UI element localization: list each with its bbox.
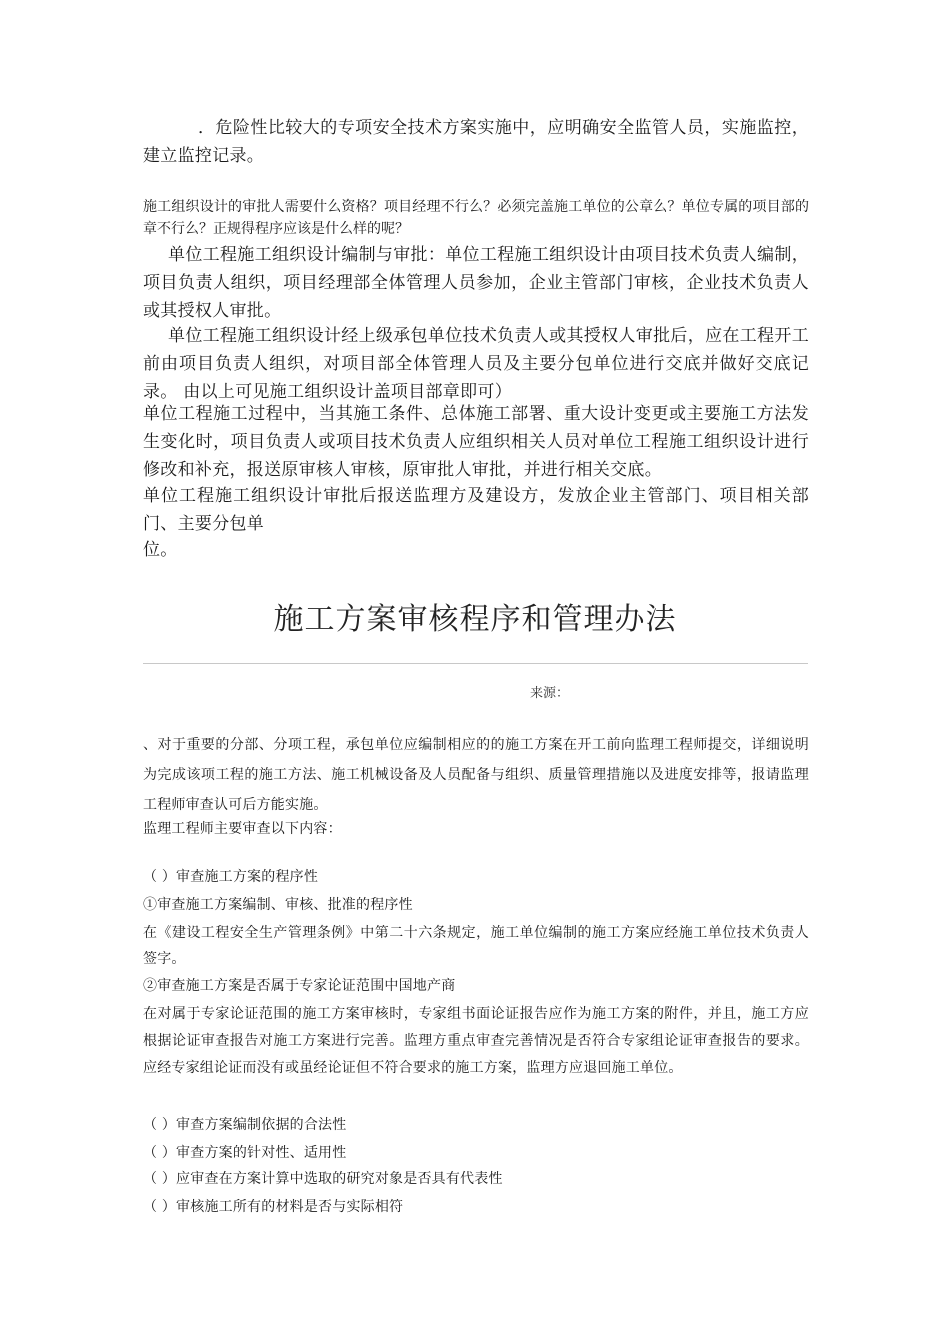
answer-paragraph-4: 单位工程施工组织设计审批后报送监理方及建设方，发放企业主管部门、项目相关部门、主要分包单: [143, 486, 809, 534]
item-applicability: （ ）审查方案的针对性、适用性: [143, 1145, 347, 1161]
answer-paragraph-4-tail: 位。: [143, 540, 178, 560]
sub-item-1: ①审查施工方案编制、审核、批准的程序性: [143, 897, 413, 913]
review-lead: 监理工程师主要审查以下内容：: [143, 821, 342, 837]
item-materials: （ ）审核施工所有的材料是否与实际相符: [143, 1199, 404, 1215]
source-label: 来源：: [530, 686, 570, 701]
item-representative: （ ）应审查在方案计算中选取的研究对象是否具有代表性: [143, 1171, 503, 1187]
answer-paragraph-1: 单位工程施工组织设计编制与审批：单位工程施工组织设计由项目技术负责人编制，项目负责人组织，项目经理部全体管理人员参加，企业主管部门审核，企业技术负责人或其授权人审批。: [143, 245, 809, 321]
item-legality: （ ）审查方案编制依据的合法性: [143, 1117, 347, 1133]
sub-item-2: ②审查施工方案是否属于专家论证范围中国地产商: [143, 978, 456, 994]
intro-paragraph: 、对于重要的分部、分项工程，承包单位应编制相应的的施工方案在开工前向监理工程师提交，详细说明为完成该项工程的施工方法、施工机械设备及人员配备与组织、质量管理措施以及进度安排等，报请监理工程师审查认可后方能实施。: [143, 737, 809, 813]
answer-paragraph-2: 单位工程施工组织设计经上级承包单位技术负责人或其授权人审批后，应在工程开工前由项目负责人组织，对项目部全体管理人员及主要分包单位进行交底并做好交底记录。 由以上可见施工组织设计盖项目部章即可）: [143, 326, 809, 402]
sub-item-1-text: 在《建设工程安全生产管理条例》中第二十六条规定，施工单位编制的施工方案应经施工单位技术负责人签字。: [143, 925, 809, 967]
safety-monitoring-item: ．危险性比较大的专项安全技术方案实施中，应明确安全监管人员，实施监控，建立监控记录。: [143, 118, 809, 166]
article-title: 施工方案审核程序和管理办法: [273, 602, 677, 637]
question-paragraph: 施工组织设计的审批人需要什么资格？项目经理不行么？必须完盖施工单位的公章么？单位专属的项目部的章不行么？正规得程序应该是什么样的呢？: [143, 199, 809, 237]
sub-item-2-text: 在对属于专家论证范围的施工方案审核时，专家组书面论证报告应作为施工方案的附件，并且，施工方应根据论证审查报告对施工方案进行完善。监理方重点审查完善情况是否符合专家组论证审查报告的要求。应经专家组论证而没有或虽经论证但不符合要求的施工方案，监理方应退回施工单位。: [143, 1006, 809, 1076]
item-procedure: （ ）审查施工方案的程序性: [143, 869, 319, 885]
title-divider: [143, 663, 808, 664]
answer-paragraph-3: 单位工程施工过程中，当其施工条件、总体施工部署、重大设计变更或主要施工方法发生变化时，项目负责人或项目技术负责人应组织相关人员对单位工程施工组织设计进行修改和补充，报送原审核人审核，原审批人审批，并进行相关交底。: [143, 404, 809, 480]
